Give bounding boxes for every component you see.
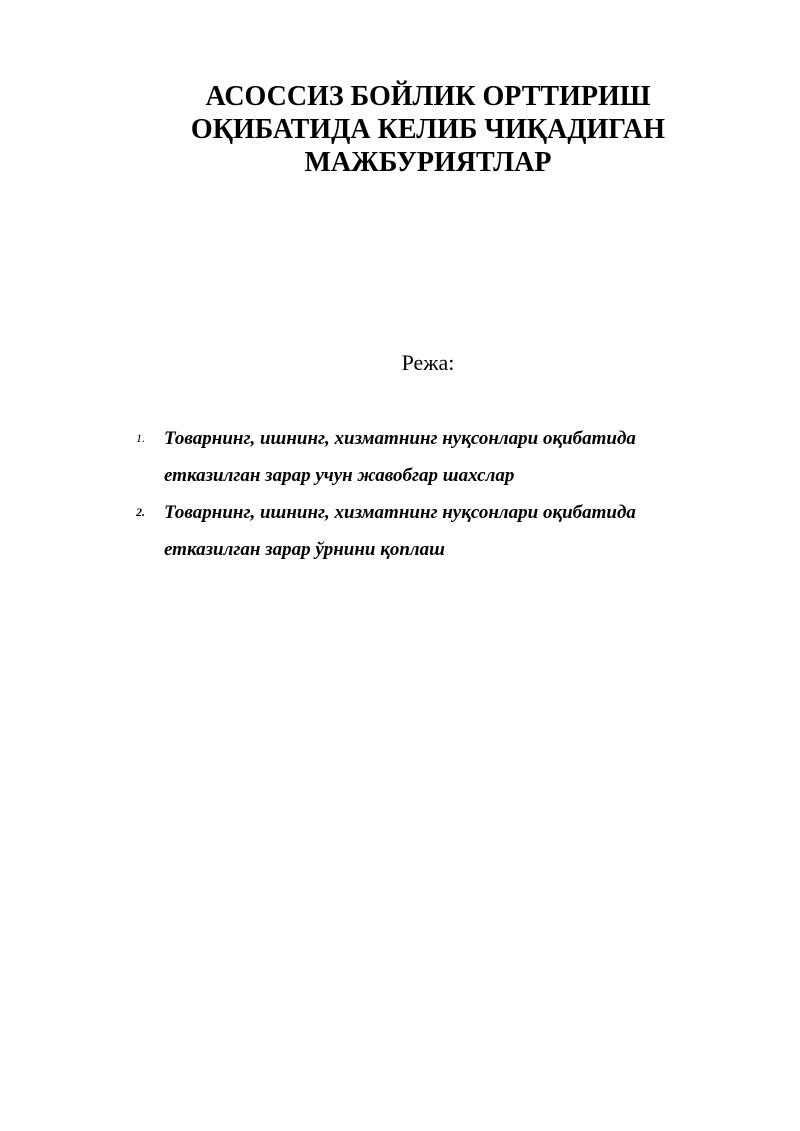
plan-item-line: етказилган зарар учун жавобгар шахслар [164,465,515,486]
plan-item-text [164,420,716,494]
plan-item-line: Товарнинг, ишнинг, хизматнинг нуқсонлари оқибатида [164,428,636,449]
plan-item-number: 2. [136,505,145,519]
plan-heading: Режа: [401,350,455,375]
plan-list [136,420,716,568]
plan-item-line: Товарнинг, ишнинг, хизматнинг нуқсонлари оқибатида [164,502,636,523]
plan-item-line: етказилган зарар ўрнини қоплаш [164,539,446,560]
document-title [150,80,706,179]
title-line: МАЖБУРИЯТЛАР [304,147,552,178]
plan-item [136,420,716,494]
plan-item [136,494,716,568]
plan-item-text [164,494,716,568]
title-line: АСОССИЗ БОЙЛИК ОРТТИРИШ [205,81,651,112]
plan-item-number: 1. [136,431,145,445]
title-line: ОҚИБАТИДА КЕЛИБ ЧИҚАДИГАН [190,114,666,145]
